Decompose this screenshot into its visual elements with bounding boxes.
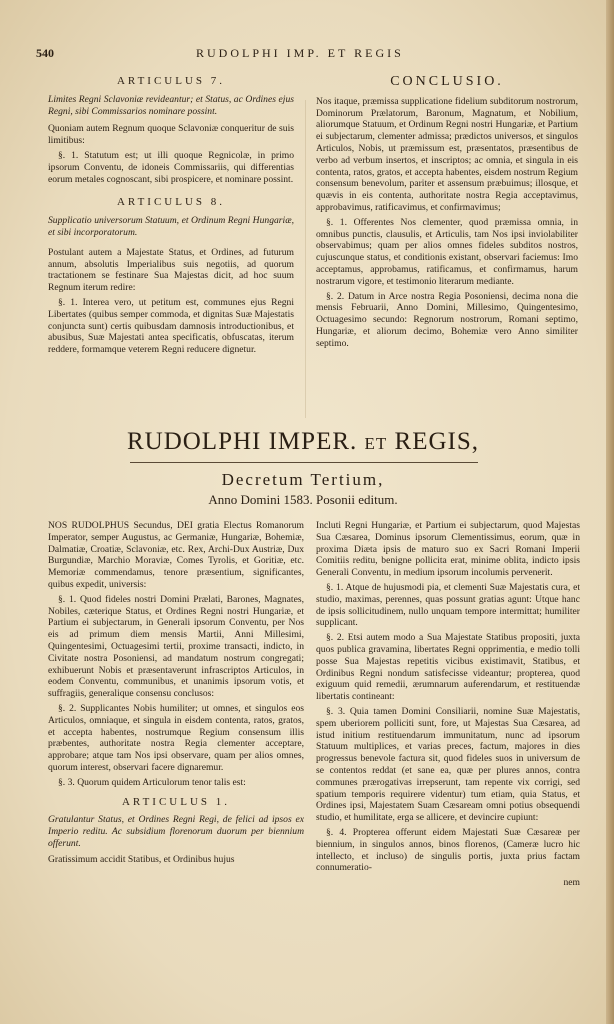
page-number: 540 <box>36 46 54 60</box>
article-1-title: ARTICULUS 1. <box>121 795 231 808</box>
decree-paragraph-2: §. 1. Quod fideles nostri Domini Prælati, Barones, Magnates, Nobiles, cæterique Status, et Ordines Regni nostri Hungariæ, et Partium ei subjectarum, in Generali ipsorum Conventu, per Nos eis ad primum diem mensis Martii, Anni Millesimi, Quingentesimi, Octuagesimi tertii, proxime transacti, indicto, in Civitate nostra Posoniensi, ad mandatum nostrum congregati; exhibuerunt Nobis et præsentaverunt infrascriptos Articulos, in eodem Conventu, communibus, et unanimis ipsorum votis, et suffragiis, generalique consensu conclusos: <box>48 593 304 700</box>
article-8-summary: Supplicatio universorum Statuum, et Ordinum Regni Hungariæ, et sibi incorporatorum. <box>48 215 294 238</box>
article-7-title: ARTICULUS 7. <box>116 75 226 87</box>
left-bottom-column <box>48 520 304 869</box>
right-top-column <box>316 74 578 353</box>
article-8-title: ARTICULUS 8. <box>116 196 226 209</box>
article-1-paragraph-1: Gratissimum accidit Statibus, et Ordinibus hujus <box>48 853 235 865</box>
page-edge <box>606 0 614 1024</box>
article-8-paragraph-1: Postulant autem a Majestate Status, et Ordines, ad futurum annum, absolutis Imperialibus suis negotiis, ad quorum tractationem se festinare Sua Majestas dicit, ad hoc suum Regnum iterum redire: <box>48 246 294 294</box>
running-head <box>36 46 581 62</box>
catchword: nem <box>563 877 580 889</box>
decree-title-main: RUDOLPHI IMPER. <box>126 428 358 455</box>
decree-main-title <box>0 428 606 456</box>
article-1-summary: Gratulantur Status, et Ordines Regni Regi, de felici ad ipsos ex Imperio reditu. Ac subsidium florenorum duorum per biennium offerunt. <box>48 814 304 849</box>
column-separator <box>305 100 306 418</box>
article-7-paragraph-2: §. 1. Statutum est; ut illi quoque Regnicolæ, in primo ipsorum Conventu, de idoneis Commissariis, qui differentias eorum metales cognoscant, sibi prospicere, et nominare possint. <box>48 149 294 185</box>
article-8-paragraph-2: §. 1. Interea vero, ut petitum est, communes ejus Regni Libertates (quibus semper commoda, et dignitas Suæ Majestatis conjuncta sunt) certis quibusdam damnosis introductionibus, et abusibus, Suæ Majestati antea specificatis, obfuscatas, iterum reddere, formamque veterem Regni reducere dignetur. <box>48 296 294 356</box>
decree-paragraph-4: §. 3. Quorum quidem Articulorum tenor talis est: <box>58 776 246 788</box>
article-7-paragraph-1: Quoniam autem Regnum quoque Sclavoniæ conqueritur de suis limitibus: <box>48 123 294 147</box>
conclusio-paragraph-1: Nos itaque, præmissa supplicatione fidelium subditorum nostrorum, Dominorum Prælatorum, Baronum, Magnatum, et Nobilium, aliorumque Statuum, et Ordinum Regni nostri Hungariæ, et Partium ei subjectarum, clementer admissa; prædictos universos, et singulos Articulos, Nobis, ut præmissum est, præsentatos, præsentibus de verbo ad verbum insertos, et inscriptos; ac omnia, et singula in eis contenta, ratos, gratos, et accepta habentes, eisdem nostrum Regium consensum benevolum, pariter et assensum præbuimus; illosque, et quævis in eis contenta, authoritate nostra Regia acceptavimus, approbavimus, ratificavimus, et confirmavimus; <box>316 95 578 213</box>
left-top-column <box>48 74 294 359</box>
conclusio-paragraph-2: §. 1. Offerentes Nos clementer, quod præmissa omnia, in omnibus punctis, clausulis, et Articulis, tam Nos ipsi inviolabiliter observabimus; quam per alios omnes fideles subditos nostros, cujuscunque status, et conditionis existant, observari faciemus: Imo acceptamus, approbamus, ratificamus, et confirmamus, harum nostrarum vigore, et testimonio literarum mediante. <box>316 216 578 287</box>
title-rule <box>130 462 478 463</box>
article-1-continued: Incluti Regni Hungariæ, et Partium ei subjectarum, quod Majestas Sua Cæsarea, Dominus ipsorum Clementissimus, eorum, quæ in proxima Diæta ipsis de maturo suo ex Sacri Romani Imperii Comitiis reditu, benigne pollicita erat, minime oblita, indicto ipsis Generali Conventu, in medium ipsorum incolumis pervenerit. <box>316 520 580 579</box>
decree-paragraph-3: §. 2. Supplicantes Nobis humiliter; ut omnes, et singulos eos Articulos, omniaque, et singula in eisdem contenta, ratos, gratos, et accepta habentes, nostrumque Regium consensum illis præbentes, authoritate nostra Regia clementer acceptare, approbare; atque tam Nos ipsi observare, quam per alios omnes, quorum interest, observari facere dignaremur. <box>48 702 304 773</box>
conclusio-title: CONCLUSIO. <box>390 74 504 89</box>
article-1-paragraph-4: §. 3. Quia tamen Domini Consiliarii, nomine Suæ Majestatis, spem uberiorem polliciti sunt, fore, ut Majestas Sua Cæsarea, ad istud initium restituendarum immunitatum, nunc ad ipsorum Statuum multiplices, et varias preces, factum, majores in dies progressus benevole factura sit, quod fideles suos in universum de se contentos reddat (et sane ea, quæ per plures annos, contra communes prærogativas irrepserunt, tam repente vix corrigi, sed spatium temporis requirere videntur) tum etiam, quia Status, et Ordines ipsi, Majestatem Suam Cæsaream omni potius obsequendi studio, et humilitate, erga se allicere, et devincire cupiunt: <box>316 705 580 824</box>
decree-title-et: ET <box>364 434 388 453</box>
decree-subtitle: Decretum Tertium, <box>221 470 385 489</box>
article-1-paragraph-5: §. 4. Propterea offerunt eidem Majestati Suæ Cæsareæ per biennium, in singulos annos, binos florenos, (Cameræ lucro hic intellecto, et incluso) de singulis portis, juxta prius factam connumeratio- <box>316 826 580 874</box>
decree-paragraph-1: NOS RUDOLPHUS Secundus, DEI gratia Electus Romanorum Imperator, semper Augustus, ac Germaniæ, Hungariæ, Bohemiæ, Dalmatiæ, Croatiæ, Sclavoniæ, etc. Rex, Archi-Dux Austriæ, Dux Burgundiæ, Marchio Moraviæ, Comes Tyrolis, et Goritiæ, etc. Memoriæ commendamus, tenore præsentium, significantes, quibus expedit, universis: <box>48 520 304 590</box>
running-title: RUDOLPHI IMP. ET REGIS <box>196 46 404 60</box>
decree-title-end: REGIS, <box>394 428 480 455</box>
article-1-paragraph-3: §. 2. Etsi autem modo a Sua Majestate Statibus propositi, juxta quos publica gravamina, libertates Regni opprimentia, e medio tolli posse Sua Majestas repetitis vicibus existimavit, Statibus, et Ordinibus Regni nondum satisfecisse videantur; propterea, quod exiguum quid remedii, ærumnarum auferendarum, et restituendæ libertatis contineant: <box>316 632 580 703</box>
article-1-paragraph-2: §. 1. Atque de hujusmodi pia, et clementi Suæ Majestatis cura, et studio, maximas, perennes, quas possunt gratias agunt: Utque hanc de ipsis sollicitudinem, nullo unquam tempore intermittat; humiliter supplicant. <box>316 581 580 629</box>
right-bottom-column <box>316 520 580 892</box>
article-7-summary: Limites Regni Sclavoniæ revideantur; et Status, ac Ordines ejus Regni, sibi Commissarios nominare possint. <box>48 93 294 117</box>
conclusio-paragraph-3: §. 2. Datum in Arce nostra Regia Posoniensi, decima nona die mensis Februarii, Anno Domini, Millesimo, Quingentesimo, Octuagesimo secundo: Regnorum nostrorum, Romani septimo, Hungariæ, et aliorum decimo, Bohemiæ vero Anno similiter septimo. <box>316 290 578 349</box>
decree-date-line: Anno Domini 1583. Posonii editum. <box>208 492 398 507</box>
